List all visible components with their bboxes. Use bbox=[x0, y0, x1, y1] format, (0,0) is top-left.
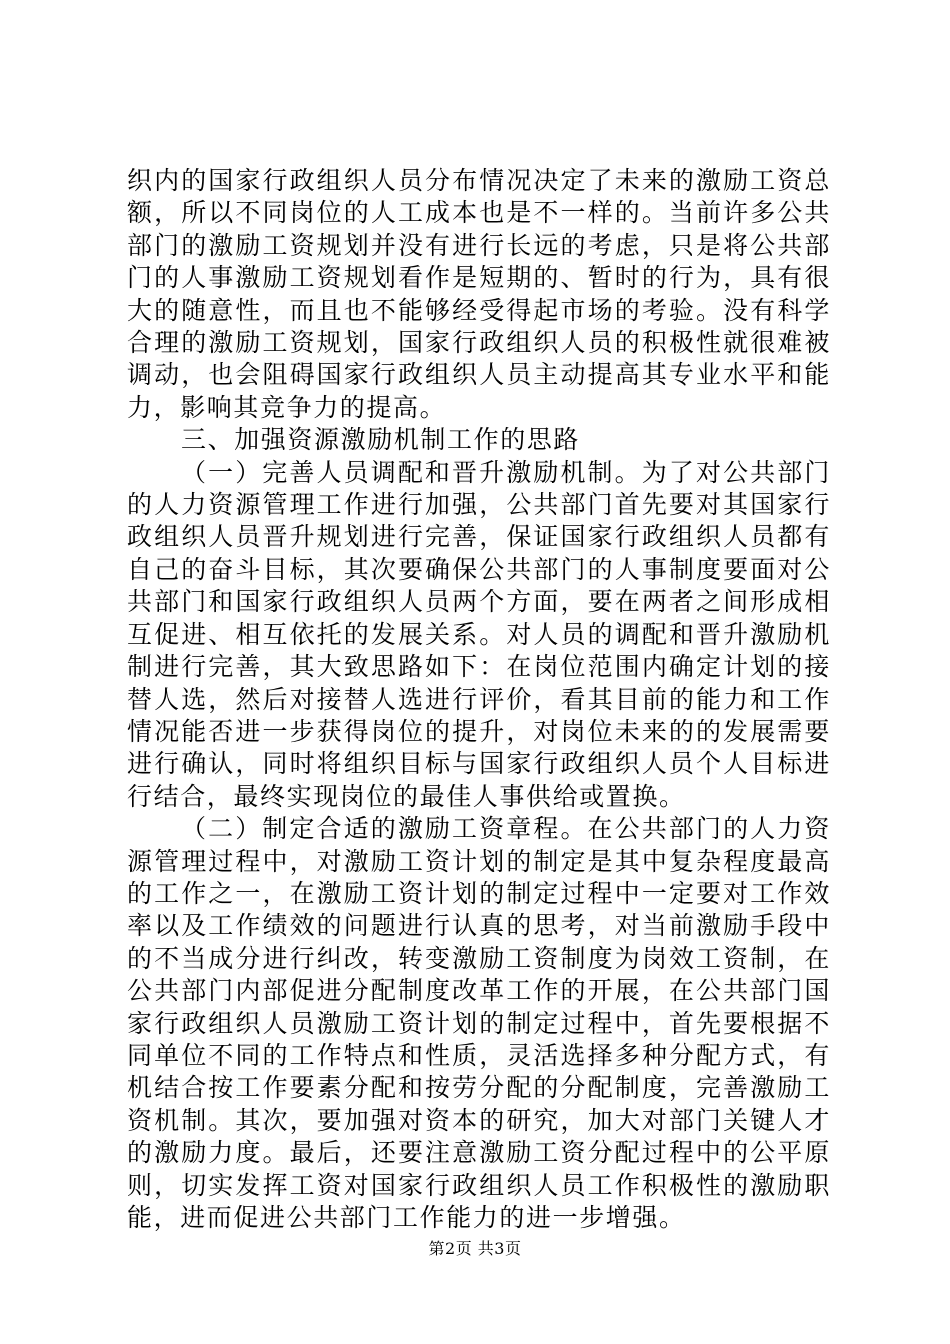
paragraph-continuation: 织内的国家行政组织人员分布情况决定了未来的激励工资总额，所以不同岗位的人工成本也是不一样的。当前许多公共部门的激励工资规划并没有进行长远的考虑，只是将公共部门的人事激励工资规划看作是短期的、暂时的行为，具有很大的随意性，而且也不能够经受得起市场的考验。没有科学合理的激励工资规划，国家行政组织人员的积极性就很难被调动，也会阻碍国家行政组织人员主动提高其专业水平和能力，影响其竞争力的提高。 bbox=[127, 166, 831, 422]
paragraph-subsection-2: （二）制定合适的激励工资章程。在公共部门的人力资源管理过程中，对激励工资计划的制定是其中复杂程度最高的工作之一，在激励工资计划的制定过程中一定要对工作效率以及工作绩效的问题进行认真的思考，对当前激励手段中的不当成分进行纠改，转变激励工资制度为岗效工资制，在公共部门内部促进分配制度改革工作的开展，在公共部门国家行政组织人员激励工资计划的制定过程中，首先要根据不同单位不同的工作特点和性质，灵活选择多种分配方式，有机结合按工作要素分配和按劳分配的分配制度，完善激励工资机制。其次，要加强对资本的研究，加大对部门关键人才的激励力度。最后，还要注意激励工资分配过程中的公平原则，切实发挥工资对国家行政组织人员工作积极性的激励职能，进而促进公共部门工作能力的进一步增强。 bbox=[127, 814, 831, 1232]
document-body bbox=[127, 165, 831, 1234]
paragraph-subsection-1: （一）完善人员调配和晋升激励机制。为了对公共部门的人力资源管理工作进行加强，公共部门首先要对其国家行政组织人员晋升规划进行完善，保证国家行政组织人员都有自己的奋斗目标，其次要确保公共部门的人事制度要面对公共部门和国家行政组织人员两个方面，要在两者之间形成相互促进、相互依托的发展关系。对人员的调配和晋升激励机制进行完善，其大致思路如下：在岗位范围内确定计划的接替人选，然后对接替人选进行评价，看其目前的能力和工作情况能否进一步获得岗位的提升，对岗位未来的的发展需要进行确认，同时将组织目标与国家行政组织人员个人目标进行结合，最终实现岗位的最佳人事供给或置换。 bbox=[127, 457, 831, 811]
page-number-footer: 第2页 共3页 bbox=[428, 1239, 522, 1258]
section-heading: 三、加强资源激励机制工作的思路 bbox=[181, 425, 581, 455]
